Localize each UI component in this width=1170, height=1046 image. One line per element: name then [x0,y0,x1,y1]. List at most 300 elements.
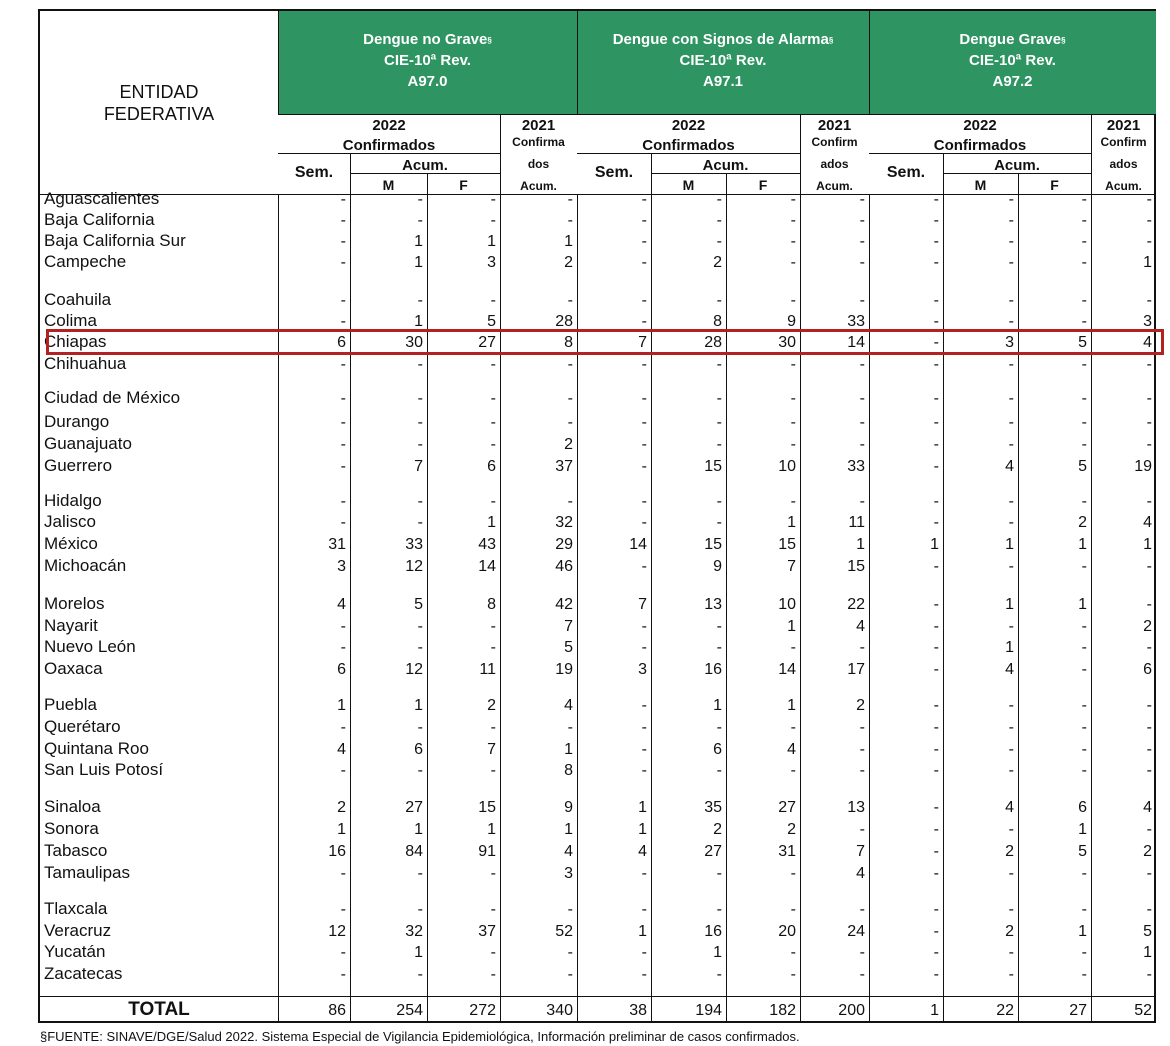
group-cie: CIE-10ª Rev. [969,52,1056,69]
data-cell: - [340,212,346,229]
data-cell: 14 [778,661,796,678]
data-cell: - [1146,390,1152,407]
data-cell: - [933,618,939,635]
data-cell: 1 [713,944,722,961]
data-cell: 10 [778,458,796,475]
data-cell: - [641,292,647,309]
data-cell: 4 [1005,458,1014,475]
data-cell: - [1081,865,1087,882]
data-cell: - [859,966,865,983]
data-cell: - [933,558,939,575]
data-cell: - [1081,390,1087,407]
data-cell: - [567,901,573,918]
row-divider [577,153,800,154]
data-cell: - [1081,944,1087,961]
data-cell: - [490,436,496,453]
data-cell: 2 [337,799,346,816]
acum-label: Acum. [402,157,448,174]
data-cell: - [1081,356,1087,373]
year-current: 2022 [963,117,997,134]
data-cell: - [1081,493,1087,510]
data-cell: - [417,762,423,779]
data-cell: - [1081,313,1087,330]
data-cell: - [1081,233,1087,250]
data-cell: - [790,254,796,271]
state-name: Durango [44,412,110,431]
data-cell: - [1081,254,1087,271]
data-cell: 1 [638,821,647,838]
total-cell: 22 [996,1002,1014,1019]
data-cell: 2 [1005,843,1014,860]
data-cell: 1 [1143,944,1152,961]
state-name: Hidalgo [44,491,102,510]
data-cell: - [641,313,647,330]
data-cell: 3 [1005,334,1014,351]
data-cell: 1 [1005,536,1014,553]
data-cell: - [933,741,939,758]
data-cell: - [933,639,939,656]
data-cell: - [417,865,423,882]
data-cell: 4 [856,865,865,882]
state-name: Sinaloa [44,797,101,816]
data-cell: - [1008,390,1014,407]
data-cell: - [1081,901,1087,918]
data-cell: - [933,661,939,678]
column-divider [800,114,801,194]
data-cell: - [567,493,573,510]
data-cell: - [1081,436,1087,453]
data-cell: 35 [704,799,722,816]
data-cell: - [933,821,939,838]
data-cell: 1 [638,923,647,940]
data-cell: 1 [1078,596,1087,613]
data-cell: 52 [555,923,573,940]
data-cell: - [641,356,647,373]
data-cell: - [1081,292,1087,309]
state-name: Tamaulipas [44,863,130,882]
data-cell: - [859,639,865,656]
data-cell: 6 [713,741,722,758]
state-name: Jalisco [44,512,96,531]
state-name: Quintana Roo [44,739,149,758]
data-cell: - [933,923,939,940]
data-cell: - [859,821,865,838]
data-cell: 13 [847,799,865,816]
data-cell: - [933,843,939,860]
group-header [869,11,1156,114]
data-cell: 2 [1143,843,1152,860]
total-cell: 38 [629,1002,647,1019]
data-cell: - [716,762,722,779]
data-cell: 4 [564,697,573,714]
column-divider [350,153,351,194]
data-cell: 2 [564,254,573,271]
data-cell: - [1008,741,1014,758]
data-cell: - [1081,966,1087,983]
data-cell: - [716,901,722,918]
total-cell: 1 [930,1002,939,1019]
data-cell: 31 [328,536,346,553]
group-title: Dengue con Signos de Alarma§ [612,31,834,48]
data-cell: - [417,390,423,407]
data-cell: 7 [787,558,796,575]
data-cell: 5 [1078,843,1087,860]
data-cell: - [641,191,647,208]
state-name: Chihuahua [44,354,127,373]
state-name: Zacatecas [44,964,123,983]
data-cell: - [933,458,939,475]
column-divider [869,11,870,114]
data-cell: 2 [1005,923,1014,940]
data-cell: - [340,901,346,918]
data-cell: 9 [564,799,573,816]
data-cell: 4 [1143,334,1152,351]
confirmados-label: Confirmados [933,137,1027,154]
state-name: Guanajuato [44,434,132,453]
data-cell: - [641,865,647,882]
data-cell: - [790,356,796,373]
data-cell: - [340,966,346,983]
data-cell: - [340,639,346,656]
state-name: Tlaxcala [44,899,108,918]
data-cell: - [716,191,722,208]
data-cell: - [567,292,573,309]
group-header [278,11,577,114]
data-cell: 1 [1078,536,1087,553]
data-cell: - [567,356,573,373]
data-cell: 1 [414,254,423,271]
section-mark: § [828,36,834,45]
data-cell: 15 [847,558,865,575]
data-cell: 7 [638,334,647,351]
data-cell: - [716,639,722,656]
data-cell: - [1008,762,1014,779]
data-cell: 30 [405,334,423,351]
data-cell: - [933,944,939,961]
data-cell: - [1008,944,1014,961]
year-current: 2022 [671,117,706,134]
data-cell: - [340,865,346,882]
data-cell: 11 [848,514,865,531]
data-cell: - [641,458,647,475]
data-cell: - [790,639,796,656]
data-cell: 7 [414,458,423,475]
data-cell: 12 [328,923,346,940]
data-cell: - [1008,356,1014,373]
data-cell: - [1146,558,1152,575]
data-cell: - [933,762,939,779]
sem-label: Sem. [594,164,634,181]
data-cell: 5 [1078,334,1087,351]
data-cell: - [1008,212,1014,229]
acum-label: Acum. [702,157,749,174]
data-cell: 16 [704,661,722,678]
state-name: Veracruz [44,921,112,940]
group-cie: CIE-10ª Rev. [679,52,767,69]
data-cell: - [1008,901,1014,918]
data-cell: - [1081,212,1087,229]
data-cell: - [641,901,647,918]
data-cell: - [490,212,496,229]
data-cell: 5 [414,596,423,613]
data-cell: - [641,639,647,656]
data-cell: - [417,514,423,531]
data-cell: 16 [704,923,722,940]
data-cell: - [567,212,573,229]
data-cell: - [790,292,796,309]
data-cell: - [790,436,796,453]
data-cell: - [641,719,647,736]
group-header [577,11,869,114]
prev-acum-label: dos [527,157,550,171]
data-cell: 14 [629,536,647,553]
data-cell: - [340,233,346,250]
state-name: Oaxaca [44,659,103,678]
data-cell: - [790,762,796,779]
data-cell: - [790,191,796,208]
group-code: A97.0 [407,73,448,90]
data-cell: - [1081,762,1087,779]
data-cell: 10 [778,596,796,613]
data-cell: 33 [405,536,423,553]
data-cell: - [859,356,865,373]
group-code: A97.1 [702,73,744,90]
data-cell: 1 [1143,254,1152,271]
data-cell: - [1008,697,1014,714]
data-cell: 3 [564,865,573,882]
data-cell: - [490,414,496,431]
data-cell: 30 [778,334,796,351]
data-cell: - [340,514,346,531]
data-cell: - [490,944,496,961]
data-cell: 1 [1078,821,1087,838]
data-cell: - [1008,436,1014,453]
data-cell: 1 [414,697,423,714]
data-cell: - [933,233,939,250]
data-cell: - [641,697,647,714]
data-cell: 4 [856,618,865,635]
data-cell: - [340,313,346,330]
data-cell: - [859,292,865,309]
data-cell: - [1146,596,1152,613]
data-cell: - [1008,191,1014,208]
year-current: 2022 [372,117,406,134]
data-cell: 8 [564,334,573,351]
data-cell: 7 [638,596,647,613]
data-cell: - [340,762,346,779]
data-cell: - [1081,719,1087,736]
data-cell: - [716,865,722,882]
f-label: F [758,177,768,193]
state-name: Nayarit [44,616,98,635]
data-cell: - [1081,697,1087,714]
data-cell: 1 [487,233,496,250]
data-cell: 1 [787,514,796,531]
data-cell: - [790,865,796,882]
total-label: TOTAL [128,999,190,1020]
data-cell: - [859,901,865,918]
data-cell: 3 [337,558,346,575]
data-cell: - [933,901,939,918]
total-cell: 182 [769,1002,796,1019]
confirmados-label: Confirmados [642,137,735,154]
section-mark: § [487,36,492,45]
data-cell: 6 [1078,799,1087,816]
data-cell: - [790,901,796,918]
data-cell: - [490,865,496,882]
data-cell: - [859,762,865,779]
source-footnote: §FUENTE: SINAVE/DGE/Salud 2022. Sistema Especial de Vigilancia Epidemiológica, Información preliminar de casos confirmados. [40,1029,800,1044]
data-cell: - [567,966,573,983]
data-cell: 2 [713,821,722,838]
data-cell: 5 [487,313,496,330]
data-cell: 5 [1143,923,1152,940]
prev-acum-label: Confirm [811,135,858,149]
data-cell: 84 [405,843,423,860]
data-cell: - [1081,618,1087,635]
data-cell: - [490,618,496,635]
data-cell: - [490,493,496,510]
data-cell: - [1081,558,1087,575]
data-cell: 1 [487,514,496,531]
data-cell: - [340,618,346,635]
data-cell: 4 [564,843,573,860]
state-name: Guerrero [44,456,113,475]
data-cell: - [859,414,865,431]
state-name: Baja California Sur [44,231,186,250]
data-cell: - [859,944,865,961]
data-cell: - [716,719,722,736]
data-cell: 1 [487,821,496,838]
state-name: Colima [44,311,97,330]
data-cell: - [1146,865,1152,882]
data-cell: 17 [847,661,865,678]
data-cell: - [1146,212,1152,229]
data-cell: 28 [555,313,573,330]
data-cell: - [1146,191,1152,208]
data-cell: - [1146,292,1152,309]
data-cell: - [716,356,722,373]
data-cell: 1 [713,697,722,714]
data-cell: - [1008,719,1014,736]
state-name: Campeche [44,252,127,271]
state-name: Coahuila [44,290,112,309]
data-cell: - [1008,233,1014,250]
data-cell: - [490,639,496,656]
data-cell: - [1146,639,1152,656]
data-cell: - [340,390,346,407]
data-cell: 3 [638,661,647,678]
data-cell: 1 [414,313,423,330]
data-cell: 91 [478,843,496,860]
sem-label: Sem. [294,164,334,181]
data-cell: 33 [847,313,865,330]
data-cell: - [417,901,423,918]
state-name: Nuevo León [44,637,136,656]
data-cell: - [1146,821,1152,838]
column-divider [278,11,279,114]
data-cell: - [340,254,346,271]
data-cell: - [567,390,573,407]
data-cell: - [859,741,865,758]
data-cell: - [641,436,647,453]
data-cell: - [1146,356,1152,373]
data-cell: - [1146,901,1152,918]
data-cell: 1 [1005,596,1014,613]
data-cell: - [490,191,496,208]
data-cell: 27 [778,799,796,816]
data-cell: - [1146,966,1152,983]
entity-header-line: ENTIDAD [119,82,199,102]
data-cell: - [933,313,939,330]
data-cell: 14 [847,334,865,351]
data-cell: - [716,966,722,983]
year-prev: 2021 [817,117,852,134]
data-cell: - [641,741,647,758]
data-cell: 6 [1143,661,1152,678]
state-name: Yucatán [44,942,106,961]
m-label: M [682,177,695,193]
data-cell: 27 [478,334,496,351]
data-cell: - [567,414,573,431]
data-cell: - [790,493,796,510]
row-divider [278,114,1156,115]
data-cell: 31 [778,843,796,860]
data-cell: 8 [564,762,573,779]
total-cell: 340 [546,1002,573,1019]
data-cell: - [859,212,865,229]
data-cell: 15 [778,536,796,553]
data-cell: - [641,966,647,983]
prev-acum-label: Acum. [816,179,853,193]
data-cell: - [641,493,647,510]
confirmados-label: Confirmados [342,137,436,154]
data-cell: - [1146,436,1152,453]
data-cell: 2 [487,697,496,714]
data-cell: - [790,719,796,736]
data-cell: - [716,618,722,635]
data-cell: 37 [555,458,573,475]
data-cell: - [1008,865,1014,882]
data-cell: 4 [1005,661,1014,678]
data-cell: - [933,966,939,983]
data-cell: - [859,719,865,736]
data-cell: 4 [337,596,346,613]
acum-label: Acum. [994,157,1040,174]
data-cell: 27 [704,843,722,860]
data-cell: - [1008,292,1014,309]
data-cell: - [641,390,647,407]
data-cell: - [1146,762,1152,779]
data-cell: - [340,292,346,309]
group-cie: CIE-10ª Rev. [384,52,471,69]
prev-acum-label: Confirm [1100,135,1147,149]
data-cell: 16 [328,843,346,860]
data-cell: 1 [564,741,573,758]
data-cell: 1 [930,536,939,553]
data-cell: 24 [847,923,865,940]
data-cell: - [1146,719,1152,736]
data-cell: - [933,292,939,309]
group-title: Dengue Grave§ [959,31,1066,48]
data-cell: - [340,414,346,431]
data-cell: 1 [856,536,865,553]
data-cell: - [340,356,346,373]
data-cell: 4 [638,843,647,860]
data-cell: - [417,966,423,983]
data-cell: - [490,390,496,407]
year-prev: 2021 [521,117,556,134]
